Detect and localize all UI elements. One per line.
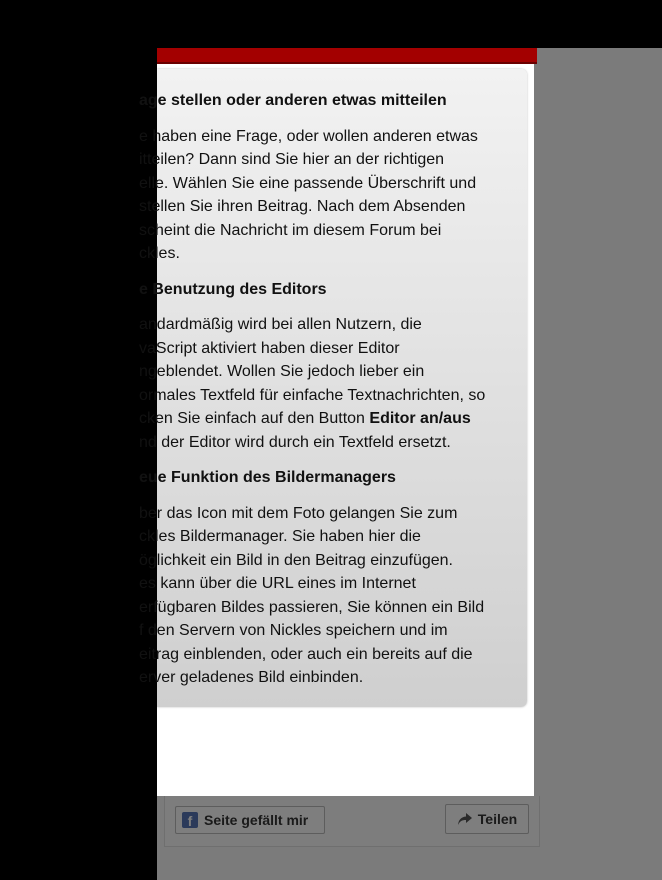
help-content [139, 89, 519, 702]
text-line: ckles. [139, 245, 180, 262]
site-header-bar [157, 48, 537, 64]
section-title-editor: e Benutzung des Editors [139, 280, 327, 298]
section-text-editor [139, 313, 519, 454]
text-line: öglichkeit ein Bild in den Beitrag einzufügen. [139, 551, 453, 569]
share-arrow-icon [457, 812, 473, 826]
editor-toggle-reference: Editor an/aus [369, 410, 471, 427]
social-footer [164, 796, 540, 847]
help-panel [139, 69, 527, 707]
text-line: e haben eine Frage, oder wollen anderen etwas [139, 127, 478, 145]
section-title-ask: age stellen oder anderen etwas mitteilen [139, 92, 447, 109]
text-fragment: cken Sie einfach auf den Button [139, 410, 370, 427]
help-modal [139, 64, 534, 796]
section-text-ask [139, 125, 519, 266]
text-line: erfügbaren Bildes passieren, Sie können ein Bild [139, 598, 485, 616]
backdrop-top [157, 0, 662, 48]
text-line: itteilen? Dann sind Sie hier an der richtigen [139, 151, 445, 168]
facebook-like-label: Seite gefällt mir [204, 812, 309, 828]
text-line: es kann über die URL eines im Internet [139, 575, 416, 592]
text-line: elle. Wählen Sie eine passende Überschrift und [139, 174, 477, 192]
text-line: vaScript aktiviert haben dieser Editor [139, 339, 400, 357]
share-label: Teilen [477, 811, 518, 827]
text-line: ormales Textfeld für einfache Textnachrichten, so [139, 386, 486, 404]
section-title-imagemanager: eue Funktion des Bildermanagers [139, 469, 396, 486]
text-line: eitrag einblenden, oder auch ein bereits auf die [139, 645, 473, 663]
text-line: erver geladenes Bild einbinden. [139, 669, 364, 686]
text-line: ckles Bildermanager. Sie haben hier die [139, 528, 421, 545]
share-button[interactable] [445, 804, 529, 834]
text-line: ngeblendet. Wollen Sie jedoch lieber ein [139, 363, 425, 380]
text-line: scheint die Nachricht im diesem Forum bei [139, 221, 442, 239]
text-line [139, 407, 519, 431]
backdrop-left [0, 0, 157, 880]
section-text-imagemanager [139, 502, 519, 690]
text-line: nd der Editor wird durch ein Textfeld ersetzt. [139, 433, 451, 451]
text-line: stellen Sie ihren Beitrag. Nach dem Absenden [139, 198, 466, 215]
text-line: ber das Icon mit dem Foto gelangen Sie zum [139, 504, 458, 522]
facebook-icon: f [182, 812, 198, 828]
text-line: andardmäßig wird bei allen Nutzern, die [139, 316, 422, 333]
text-line: f den Servern von Nickles speichern und im [139, 622, 448, 639]
facebook-like-button[interactable] [175, 806, 325, 834]
